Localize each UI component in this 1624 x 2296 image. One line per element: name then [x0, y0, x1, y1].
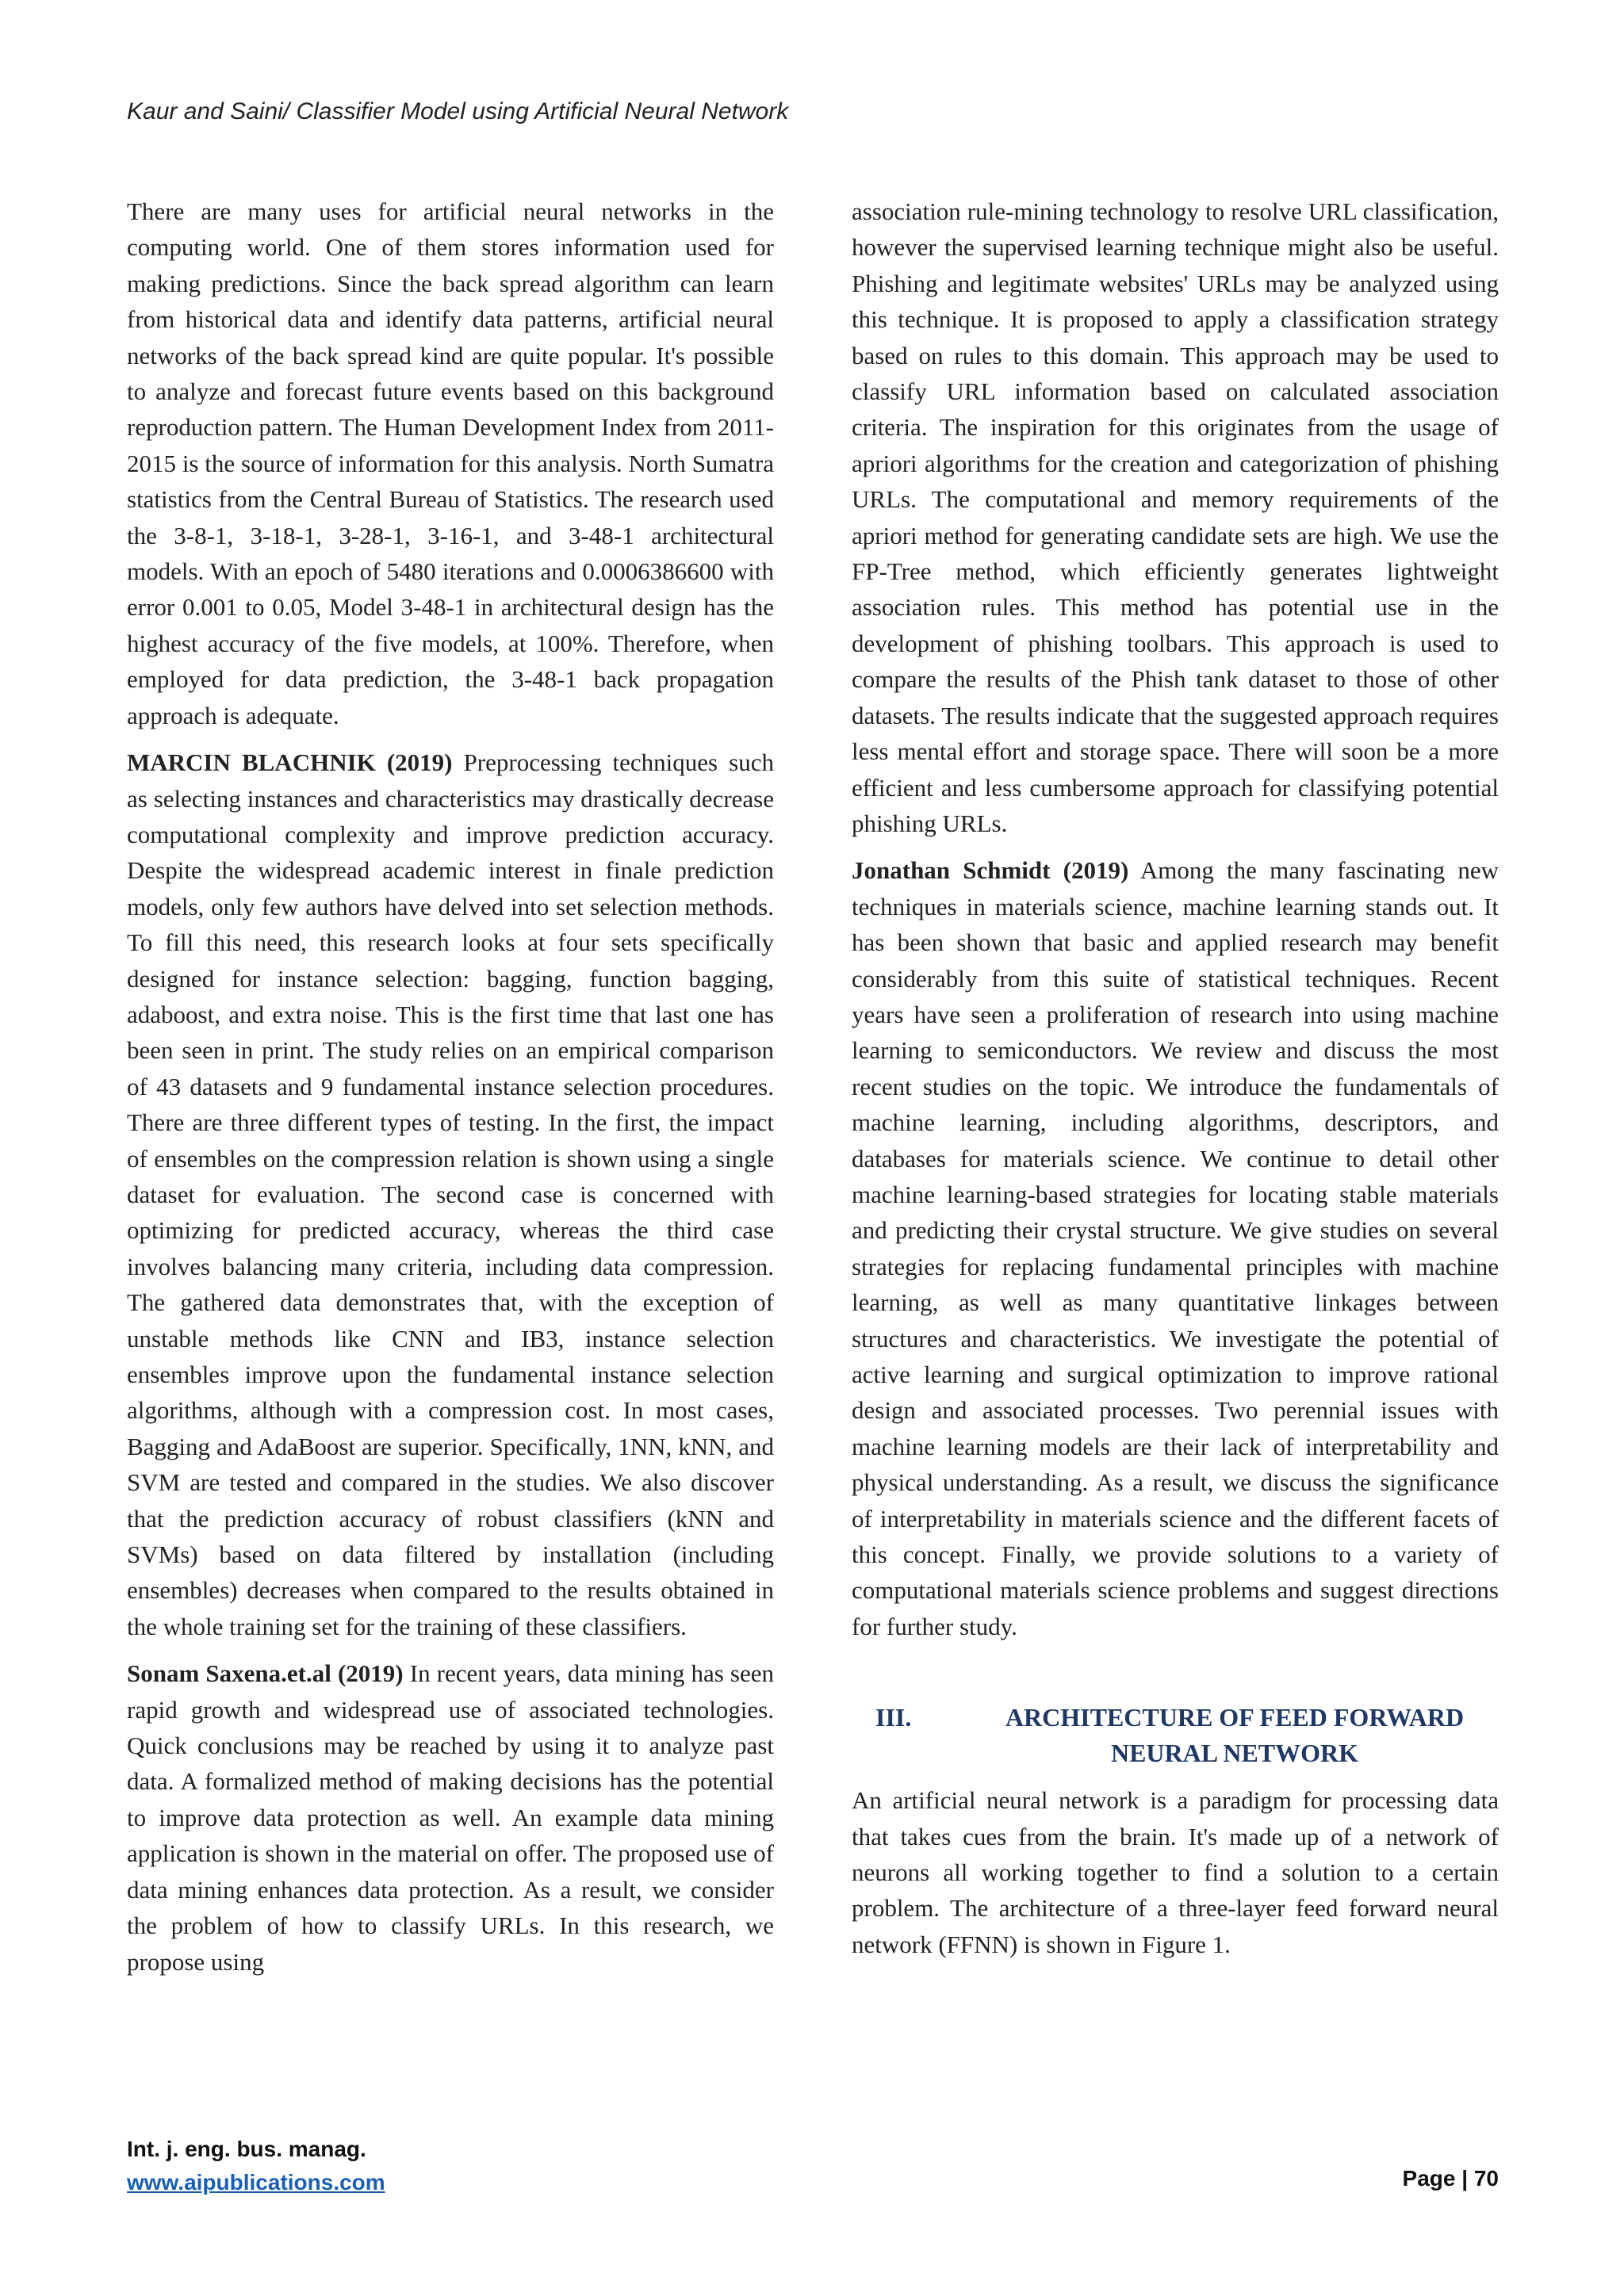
- author-lead-saxena: Sonam Saxena.et.al (2019): [127, 1659, 404, 1688]
- footer-journal-block: [127, 2133, 385, 2199]
- author-lead-schmidt: Jonathan Schmidt (2019): [852, 856, 1129, 885]
- paragraph-hdi-backprop: There are many uses for artificial neural networks in the computing world. One of them stores information used for making predictions. Since the back spread algorithm can learn from historical data and identify data patterns, artificial neural networks of the back spread kind are quite popular. It's possible to analyze and forecast future events based on this background reproduction pattern. The Human Development Index from 2011-2015 is the source of information for this analysis. North Sumatra statistics from the Central Bureau of Statistics. The research used the 3-8-1, 3-18-1, 3-28-1, 3-16-1, and 3-48-1 architectural models. With an epoch of 5480 iterations and 0.0006386600 with error 0.001 to 0.05, Model 3-48-1 in architectural design has the highest accuracy of the five models, at 100%. Therefore, when employed for data prediction, the 3-48-1 back propagation approach is adequate.: [127, 197, 774, 729]
- paragraph-schmidt: [852, 852, 1499, 1644]
- paragraph-url-classification: association rule-mining technology to resolve URL classification, however the supervised learning technique might also be useful. Phishing and legitimate websites' URLs may be analyzed using this technique. It is proposed to apply a classification strategy based on rules to this domain. This approach may be used to classify URL information based on calculated association criteria. The inspiration for this originates from the usage of apriori algorithms for the creation and categorization of phishing URLs. The computational and memory requirements of the apriori method for generating candidate sets are high. We use the FP-Tree method, which efficiently generates lightweight association rules. This method has potential use in the development of phishing toolbars. This approach is used to compare the results of the Phish tank dataset to those of other datasets. The results indicate that the suggested approach requires less mental effort and storage space. There will soon be a more efficient and less cumbersome approach for classifying potential phishing URLs.: [852, 197, 1499, 837]
- paragraph-ffnn-intro: An artificial neural network is a paradigm for processing data that takes cues from the brain. It's made up of a network of neurons all working together to find a solution to a certain problem. The architecture of a three-layer feed forward neural network (FFNN) is shown in Figure 1.: [852, 1786, 1499, 1958]
- page-number: Page | 70: [1402, 2166, 1499, 2191]
- section-number: III.: [875, 1703, 912, 1732]
- right-column: [852, 193, 1499, 1973]
- paragraph-body: Among the many fascinating new techniques in materials science, machine learning stands out. It has been shown that basic and applied research may benefit considerably from this suite of statistical techniques. Recent years have seen a proliferation of research into using machine learning to semiconductors. We review and discuss the most recent studies on the topic. We introduce the fundamentals of machine learning, including algorithms, descriptors, and databases for materials science. We continue to detail other machine learning-based strategies for locating stable materials and predicting their crystal structure. We give studies on several strategies for replacing fundamental principles with machine learning, as well as many quantitative linkages between structures and characteristics. We investigate the potential of active learning and surgical optimization to improve rational design and associated processes. Two perennial issues with machine learning models are their lack of interpretability and physical understanding. As a result, we discuss the significance of interpretability in materials science and the different facets of this concept. Finally, we provide solutions to a variety of computational materials science problems and suggest directions for further study.: [852, 856, 1499, 1640]
- paragraph-blachnik: [127, 744, 774, 1644]
- section-title: ARCHITECTURE OF FEED FORWARD NEURAL NETWORK: [1005, 1703, 1465, 1768]
- left-column: [127, 193, 774, 1991]
- paragraph-saxena: [127, 1655, 774, 1980]
- journal-name: Int. j. eng. bus. manag.: [127, 2137, 366, 2161]
- publisher-link[interactable]: www.aipublications.com: [127, 2170, 385, 2195]
- paragraph-body: Preprocessing techniques such as selecting instances and characteristics may drastically decrease computational complexity and improve prediction accuracy. Despite the widespread academic interest in finale prediction models, only few authors have delved into set selection methods. To fill this need, this research looks at four sets specifically designed for instance selection: bagging, function bagging, adaboost, and extra noise. This is the first time that last one has been seen in print. The study relies on an empirical comparison of 43 datasets and 9 fundamental instance selection procedures. There are three different types of testing. In the first, the impact of ensembles on the compression relation is shown using a single dataset for evaluation. The second case is concerned with optimizing for predicted accuracy, whereas the third case involves balancing many criteria, including data compression. The gathered data demonstrates that, with the exception of unstable methods like CNN and IB3, instance selection ensembles improve upon the fundamental instance selection algorithms, although with a compression cost. In most cases, Bagging and AdaBoost are superior. Specifically, 1NN, kNN, and SVM are tested and compared in the studies. We also discover that the prediction accuracy of robust classifiers (kNN and SVMs) based on data filtered by installation (including ensembles) decreases when compared to the results obtained in the whole training set for the training of these classifiers.: [127, 748, 775, 1640]
- section-heading: [852, 1700, 1499, 1771]
- running-title: Kaur and Saini/ Classifier Model using Artificial Neural Network: [127, 98, 789, 124]
- author-lead-blachnik: MARCIN BLACHNIK (2019): [127, 748, 453, 777]
- paragraph-body: In recent years, data mining has seen rapid growth and widespread use of associated technologies. Quick conclusions may be reached by using it to analyze past data. A formalized method of making decisions has the potential to improve data protection as well. An example data mining application is shown in the material on offer. The proposed use of data mining enhances data protection. As a result, we consider the problem of how to classify URLs. In this research, we propose using: [127, 1659, 774, 1976]
